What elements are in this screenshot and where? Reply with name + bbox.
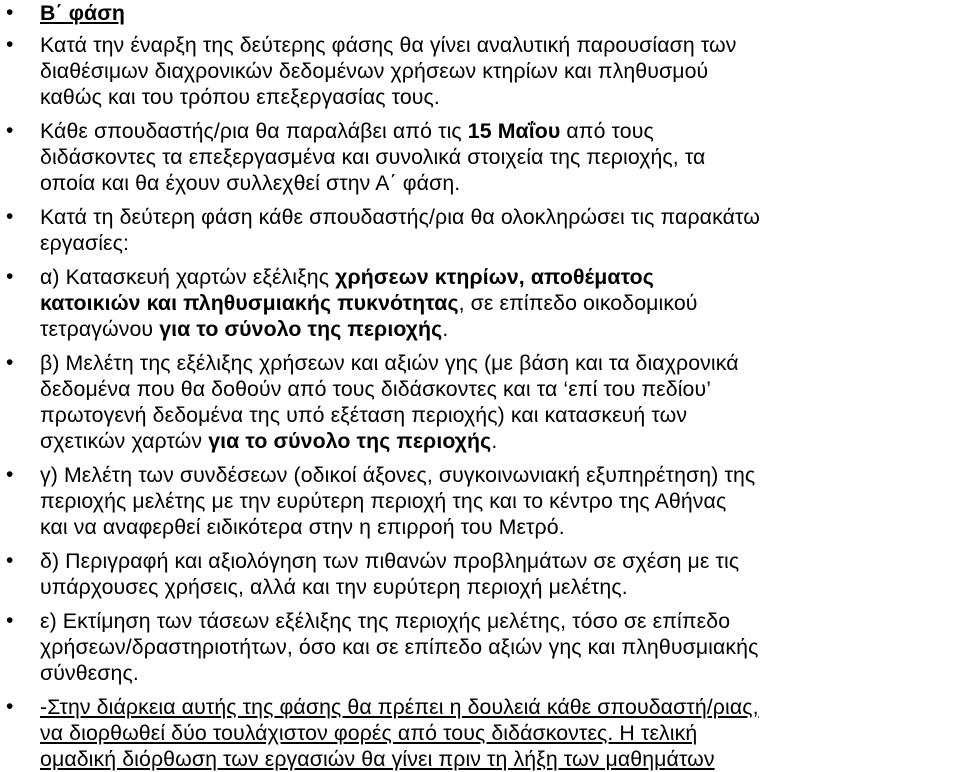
text-line: υπάρχουσες χρήσεις, αλλά και την ευρύτερη περιοχή μελέτης. xyxy=(40,575,628,599)
text-line: οποία και θα έχουν συλλεχθεί στην Α΄ φάση. xyxy=(40,171,461,195)
text-line: περιοχής μελέτης με την ευρύτερη περιοχή της και το κέντρο της Αθήνας xyxy=(40,489,727,513)
text-run: Κάθε σπουδαστής/ρια θα παραλάβει από τις xyxy=(40,119,468,143)
text-run: από τους xyxy=(560,119,654,143)
text-run: τετραγώνου xyxy=(40,317,160,341)
bullet-icon: • xyxy=(6,265,14,288)
text-line: και να αναφερθεί ειδικότερα στην η επιρροή του Μετρό. xyxy=(40,515,565,539)
text-line: ομαδική διόρθωση των εργασιών θα γίνει πριν τη λήξη των μαθημάτων xyxy=(40,747,715,771)
list-item-delivery xyxy=(0,118,959,196)
date-highlight: 15 Μαΐου xyxy=(467,119,561,143)
text-line: Κατά τη δεύτερη φάση κάθε σπουδαστής/ρια θα ολοκληρώσει τις παρακάτω xyxy=(40,205,760,229)
list-item-tasks-intro xyxy=(0,204,959,256)
list-item-heading xyxy=(0,0,959,26)
text-run: , σε επίπεδο οικοδομικού xyxy=(458,291,698,315)
list-item-corrections-note xyxy=(0,694,959,772)
bullet-icon: • xyxy=(6,463,14,486)
bold-run: για το σύνολο της περιοχής xyxy=(159,317,443,341)
text-run: . xyxy=(442,317,449,341)
text-line: δ) Περιγραφή και αξιολόγηση των πιθανών προβλημάτων σε σχέση με τις xyxy=(40,549,740,573)
list-item-task-b xyxy=(0,350,959,454)
text-line xyxy=(40,428,959,454)
text-line: σύνθεσης. xyxy=(40,661,139,685)
list-item-task-a xyxy=(0,264,959,342)
phase-heading: Β΄ φάση xyxy=(40,1,125,25)
bold-run: χρήσεων κτηρίων, αποθέματος xyxy=(335,265,654,289)
text-line xyxy=(40,118,959,144)
text-line: διαθέσιμων διαχρονικών δεδομένων χρήσεων κτηρίων και πληθυσμού xyxy=(40,59,709,83)
bullet-icon: • xyxy=(6,609,14,632)
text-line: χρήσεων/δραστηριοτήτων, όσο και σε επίπεδο αξιών γης και πληθυσμιακής xyxy=(40,635,759,659)
bullet-icon: • xyxy=(6,119,14,142)
list-item-task-d xyxy=(0,548,959,600)
text-run: α) Κατασκευή χαρτών εξέλιξης xyxy=(40,265,336,289)
bullet-icon: • xyxy=(6,33,14,56)
bold-run: για το σύνολο της περιοχής xyxy=(208,429,492,453)
text-line: γ) Μελέτη των συνδέσεων (οδικοί άξονες, συγκοινωνιακή εξυπηρέτηση) της xyxy=(40,463,756,487)
list-item-task-e xyxy=(0,608,959,686)
text-line xyxy=(40,264,959,290)
text-line: β) Μελέτη της εξέλιξης χρήσεων και αξιών γης (με βάση και τα διαχρονικά xyxy=(40,351,739,375)
bullet-icon: • xyxy=(6,351,14,374)
text-line: πρωτογενή δεδομένα της υπό εξέταση περιοχής) και κατασκευή των xyxy=(40,403,688,427)
list-item-intro xyxy=(0,32,959,110)
text-run: . xyxy=(491,429,498,453)
text-line: να διορθωθεί δύο τουλάχιστον φορές από τους διδάσκοντες. Η τελική xyxy=(40,721,698,745)
bullet-icon: • xyxy=(6,205,14,228)
bullet-icon: • xyxy=(6,1,14,24)
text-line xyxy=(40,316,959,342)
text-line: Κατά την έναρξη της δεύτερης φάσης θα γίνει αναλυτική παρουσίαση των xyxy=(40,33,737,57)
text-line: εργασίες: xyxy=(40,231,130,255)
text-line: -Στην διάρκεια αυτής της φάσης θα πρέπει η δουλειά κάθε σπουδαστή/ριας, xyxy=(40,695,759,719)
bullet-icon: • xyxy=(6,549,14,572)
text-line: ε) Εκτίμηση των τάσεων εξέλιξης της περιοχής μελέτης, τόσο σε επίπεδο xyxy=(40,609,731,633)
bullet-icon: • xyxy=(6,695,14,718)
list-item-task-c xyxy=(0,462,959,540)
text-line: δεδομένα που θα δοθούν από τους διδάσκοντες και τα ‘επί του πεδίου’ xyxy=(40,377,712,401)
text-line xyxy=(40,290,959,316)
text-line: καθώς και του τρόπου επεξεργασίας τους. xyxy=(40,85,440,109)
text-line: διδάσκοντες τα επεξεργασμένα και συνολικά στοιχεία της περιοχής, τα xyxy=(40,145,706,169)
bold-run: κατοικιών και πληθυσμιακής πυκνότητας xyxy=(40,291,459,315)
text-run: σχετικών χαρτών xyxy=(40,429,209,453)
